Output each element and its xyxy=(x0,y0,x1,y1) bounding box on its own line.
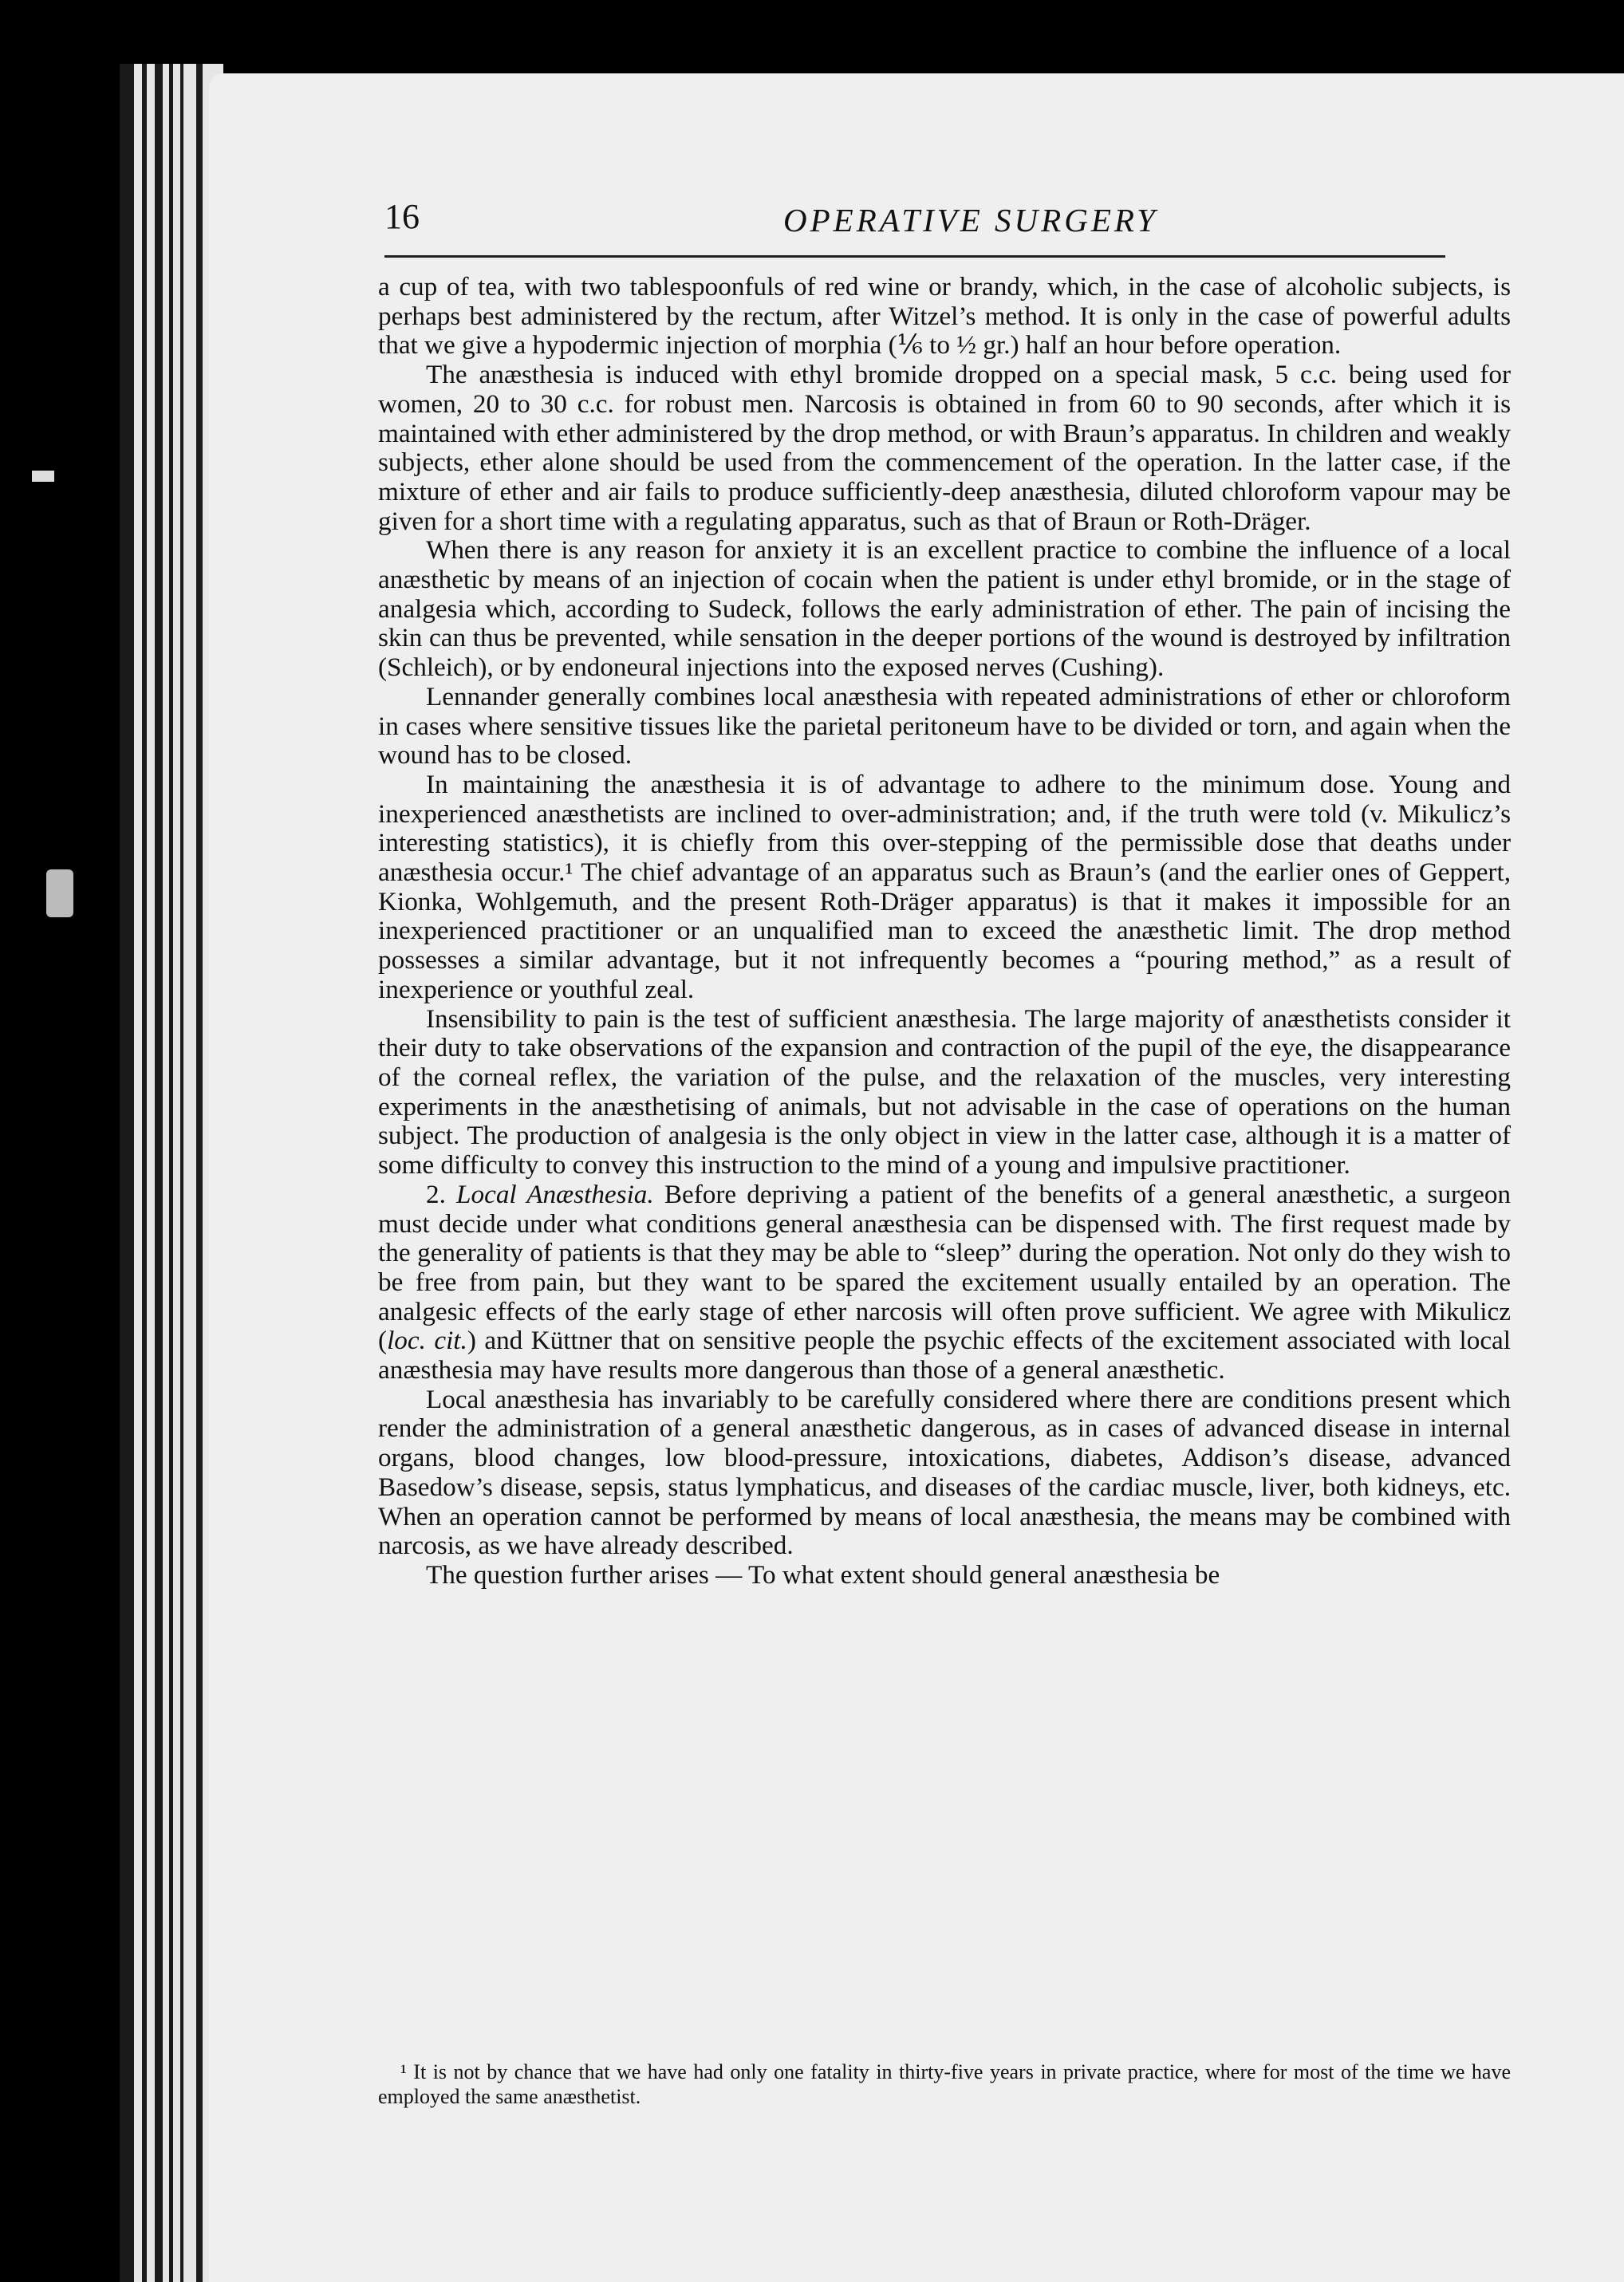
body-text xyxy=(378,273,1511,1590)
binding-line xyxy=(142,64,147,2282)
paragraph: The anæsthesia is induced with ethyl bromide dropped on a special mask, 5 c.c. being used for women, 20 to 30 c.c. for robust men. Narcosis is obtained in from 60 to 90 seconds, after which it is maintained with ether administered by the drop method, or with Braun’s apparatus. In children and weakly subjects, ether alone should be used from the commencement of the operation. In the latter case, if the mixture of ether and air fails to produce sufficiently-deep anæsthesia, diluted chloroform vapour may be given for a short time with a regulating apparatus, such as that of Braun or Roth-Dräger. xyxy=(378,360,1511,536)
paragraph: In maintaining the anæsthesia it is of advantage to adhere to the minimum dose. Young and inexperienced anæsthetists are inclined to over-administration; and, if the truth were told (v. Mikulicz’s interesting statistics), it is chiefly from this over-stepping of the permissible dose that deaths under anæsthesia occur.¹ The chief advantage of an apparatus such as Braun’s (and the earlier ones of Geppert, Kionka, Wohlgemuth, and the present Roth-Dräger apparatus) is that it makes it impossible for an inexperienced practitioner or an unqualified man to exceed the anæsthetic limit. The drop method possesses a similar advantage, but it not infrequently becomes a “pouring method,” as a result of inexperience or youthful zeal. xyxy=(378,769,1511,1004)
section-number: 2. xyxy=(426,1179,446,1209)
section-text: Before depriving a patient of the benefits of a general anæsthetic, a surgeon must decide under what conditions general anæsthesia can be dispensed with. The first request made by the generality of patients is that they may be able to “sleep” during the operation. Not only do they wish to be free from pain, but they want to be spared the excitement usually entailed by an operation. The analgesic effects of the early stage of ether narcosis will often prove sufficient. We agree with Mikulicz ( xyxy=(378,1179,1512,1356)
running-head: OPERATIVE SURGERY xyxy=(783,202,1158,238)
binding-line xyxy=(169,64,173,2282)
paragraph: When there is any reason for anxiety it is an excellent practice to combine the influence of a local anæsthetic by means of an injection of cocain when the patient is under ethyl bromide, or in the stage of analgesia which, according to Sudeck, follows the early administration of ether. The pain of incising the skin can thus be prevented, while sensation in the deeper portions of the wound is destroyed by infiltration (Schleich), or by endoneural injections into the exposed nerves (Cushing). xyxy=(378,535,1511,683)
section-paragraph xyxy=(378,1180,1511,1385)
paragraph: a cup of tea, with two tablespoonfuls of red wine or brandy, which, in the case of alcoholic subjects, is perhaps best administered by the rectum, after Witzel’s method. It is only in the case of powerful adults that we give a hypodermic injection of morphia (⅙ to ½ gr.) half an hour before operation. xyxy=(378,272,1511,361)
binding-line xyxy=(180,64,183,2282)
book-binding-edge xyxy=(120,64,223,2282)
citation: loc. cit. xyxy=(387,1326,467,1356)
binding-line xyxy=(120,64,134,2282)
paragraph: Local anæsthesia has invariably to be carefully considered where there are conditions present which render the administration of a general anæsthetic dangerous, as in cases of advanced disease in internal organs, blood changes, low blood-pressure, intoxications, diabetes, Addison’s disease, advanced Basedow’s disease, sepsis, status lymphaticus, and diseases of the cardiac muscle, liver, both kidneys, etc. When an operation cannot be performed by means of local anæsthesia, the means may be combined with narcosis, as we have already described. xyxy=(378,1384,1511,1561)
scan-speck xyxy=(46,869,73,917)
binding-line xyxy=(155,64,163,2282)
paragraph: Insensibility to pain is the test of sufficient anæsthesia. The large majority of anæsthetists consider it their duty to take observations of the expansion and contraction of the pupil of the eye, the disappearance of the corneal reflex, the variation of the pulse, and the relaxation of the muscles, very interesting experiments in the anæsthetising of animals, but not advisable in the case of operations on the human subject. The production of analgesia is the only object in view in the latter case, although it is a matter of some difficulty to convey this instruction to the mind of a young and impulsive practitioner. xyxy=(378,1003,1511,1180)
scan-speck xyxy=(32,471,54,482)
section-text: ) and Küttner that on sensitive people the psychic effects of the excitement associated with local anæsthesia may have results more dangerous than those of a general anæsthetic. xyxy=(378,1326,1512,1385)
paragraph: The question further arises — To what extent should general anæsthesia be xyxy=(426,1559,1220,1590)
binding-line xyxy=(196,64,203,2282)
section-title: Local Anæsthesia. xyxy=(456,1179,654,1209)
paragraph: Lennander generally combines local anæsthesia with repeated administrations of ether or chloroform in cases where sensitive tissues like the parietal peritoneum have to be divided or torn, and again when the wound has to be closed. xyxy=(378,681,1511,771)
book-page xyxy=(209,73,1624,2282)
page-header xyxy=(384,191,1445,258)
page-number: 16 xyxy=(384,197,420,236)
footnote: ¹ It is not by chance that we have had only one fatality in thirty-five years in private practice, where for most of the time we have employed the same anæsthetist. xyxy=(378,2060,1511,2108)
